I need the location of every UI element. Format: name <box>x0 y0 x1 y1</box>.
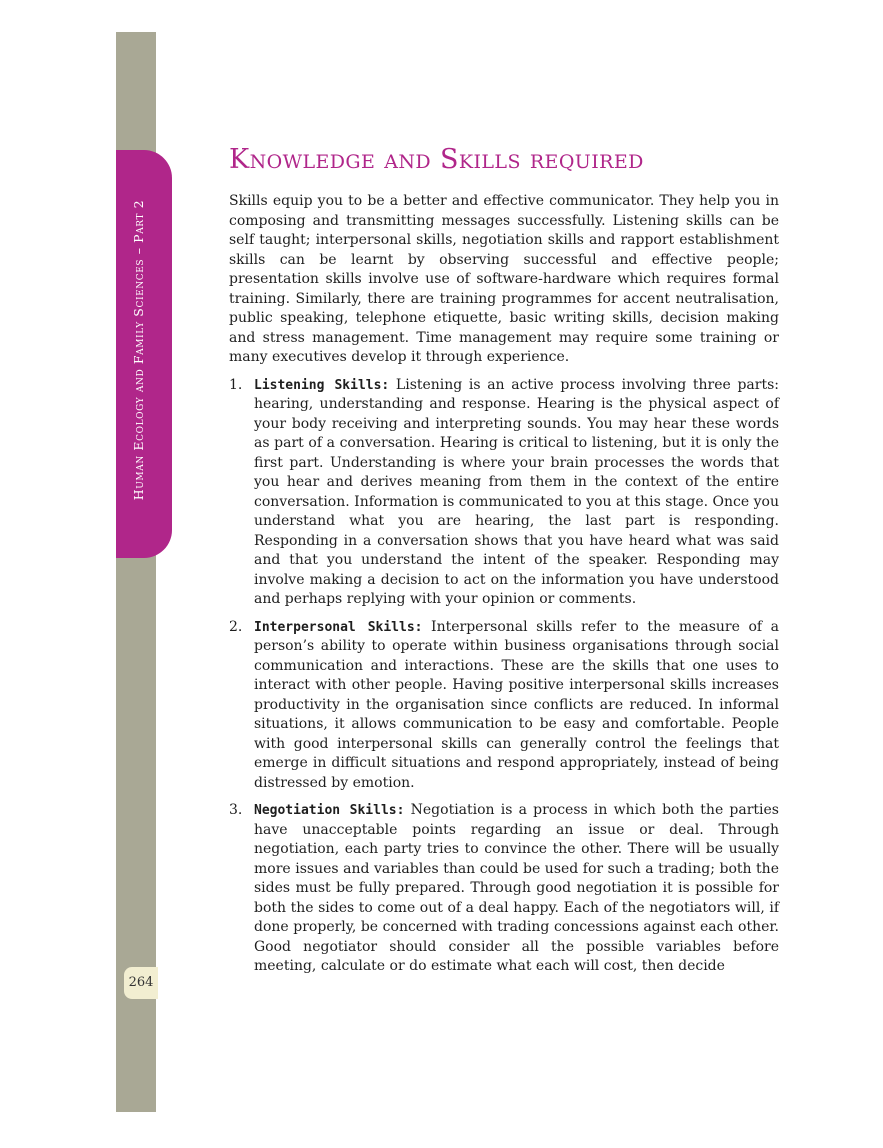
chapter-tab-label: Human Ecology and Family Sciences – Part 2 <box>131 199 146 501</box>
list-number: 1. <box>229 376 243 393</box>
list-text: Negotiation is a process in which both the parties have unacceptable points regarding an issue or deal. Through negotiation, each party tries to convince the other. There will be usually more issues and variables than could be used for such a trading; both the sides must be fully prepared. Through good negotiation it is possible for both the sides to come out of a deal happy. Each of the negotiators will, if done properly, be concerned with trading concessions against each other. Good negotiator should consider all the possible variables before meeting, calculate or do estimate what each will cost, then decide <box>254 802 779 974</box>
list-item-negotiation <box>229 801 779 977</box>
list-term: Interpersonal Skills: <box>254 619 423 635</box>
list-term: Negotiation Skills: <box>254 803 405 818</box>
list-item-interpersonal <box>229 618 779 794</box>
list-text: Listening is an active process involving three parts: hearing, understanding and response. Hearing is the physical aspect of your body receiving and interpreting sounds. You may hear these words as part of a conversation. Hearing is critical to listening, but it is only the first part. Understanding is where your brain processes the words that you hear and derives meaning from them in the context of the entire conversation. Information is communicated to you at this stage. Once you understand what you are hearing, the last part is responding. Responding in a conversation shows that you have heard what was said and that you understand the intent of the speaker. Responding may involve making a decision to act on the information you have understood and perhaps replying with your opinion or comments. <box>254 376 779 607</box>
list-term: Listening Skills: <box>254 377 390 393</box>
list-text: Interpersonal skills refer to the measure of a person’s ability to operate within business organisations through social communication and interactions. These are the skills that one uses to interact with other people. Having positive interpersonal skills increases productivity in the organisation since conflicts are reduced. In informal situations, it allows communication to be easy and comfortable. People with good interpersonal skills can generally control the feelings that emerge in difficult situations and respond appropriately, instead of being distressed by emotion. <box>254 618 779 791</box>
page-number: 264 <box>124 967 158 999</box>
page-content <box>229 142 779 985</box>
list-number: 3. <box>229 802 243 818</box>
list-number: 2. <box>229 618 243 635</box>
section-title: Knowledge and Skills required <box>229 144 644 175</box>
list-item-listening <box>229 376 779 610</box>
intro-paragraph: Skills equip you to be a better and effective communicator. They help you in composing and transmitting messages successfully. Listening skills can be self taught; interpersonal skills, negotiation skills and rapport establishment skills can be learnt by observing successful and effective people; presentation skills involve use of software-hardware which requires formal training. Similarly, there are training programmes for accent neutralisation, public speaking, telephone etiquette, basic writing skills, decision making and stress management. Time management may require some training or many executives develop it through experience. <box>229 193 779 365</box>
skills-list <box>229 376 779 977</box>
